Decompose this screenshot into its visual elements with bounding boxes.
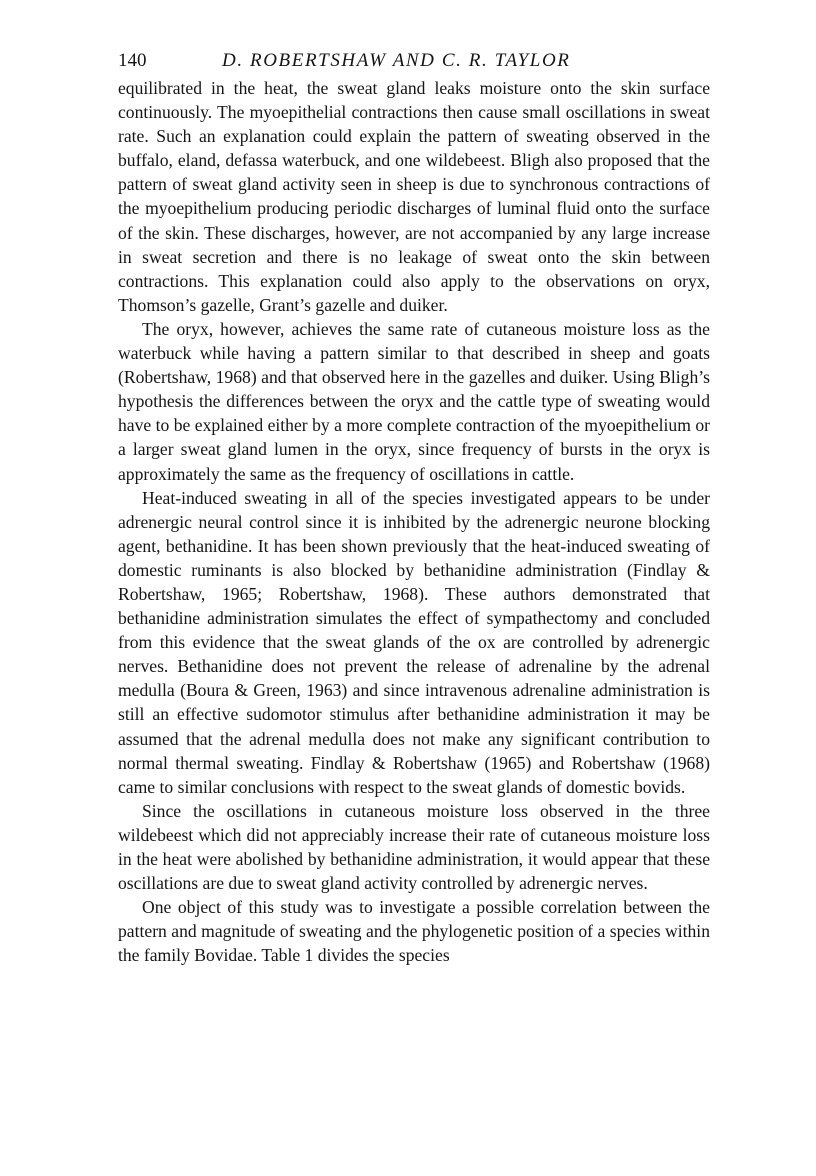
paragraph-phylogeny: One object of this study was to investigate a possible correlation between the pattern and magnitude of sweating and the phylogenetic position of a species within the family Bovidae. Table 1 divides the species	[118, 897, 710, 966]
paragraph-wildebeest: Since the oscillations in cutaneous moisture loss observed in the three wildebeest which did not appreciably increase their rate of cutaneous moisture loss in the heat were abolished by bethanidine administration, it would appear that these oscillations are due to sweat gland activity controlled by adrenergic nerves.	[118, 800, 710, 894]
body-text	[118, 76, 710, 967]
paragraph-oryx: The oryx, however, achieves the same rate of cutaneous moisture loss as the waterbuck while having a pattern similar to that described in sheep and goats (Robertshaw, 1968) and that observed here in the gazelles and duiker. Using Bligh’s hypothesis the differences between the oryx and the cattle type of sweating would have to be explained either by a more complete contraction of the myoepithelium or a larger sweat gland lumen in the oryx, since frequency of bursts in the oryx is approximately the same as the frequency of oscillations in cattle.	[118, 318, 710, 484]
running-header	[118, 46, 710, 76]
page-number: 140	[118, 50, 147, 71]
paragraph-continuation: equilibrated in the heat, the sweat gland leaks moisture onto the skin surface continuously. The myoepithelial contractions then cause small oscillations in sweat rate. Such an explanation could explain the pattern of sweating observed in the buffalo, eland, defassa waterbuck, and one wildebeest. Bligh also proposed that the pattern of sweat gland activity seen in sheep is due to synchronous contractions of the myoepithelium producing periodic discharges of luminal fluid onto the surface of the skin. These discharges, however, are not accompanied by any large increase in sweat secretion and there is no leakage of sweat onto the skin between contractions. This explanation could also apply to the observations on oryx, Thomson’s gazelle, Grant’s gazelle and duiker.	[118, 78, 710, 315]
paragraph-adrenergic-control: Heat-induced sweating in all of the species investigated appears to be under adrenergic neural control since it is inhibited by the adrenergic neurone blocking agent, bethanidine. It has been shown previously that the heat-induced sweating of domestic ruminants is also blocked by bethanidine administration (Findlay & Robertshaw, 1965; Robertshaw, 1968). These authors demonstrated that bethanidine administration simulates the effect of sympathectomy and concluded from this evidence that the sweat glands of the ox are controlled by adrenergic nerves. Bethanidine does not prevent the release of adrenaline by the adrenal medulla (Boura & Green, 1963) and since intravenous adrenaline administration is still an effective sudomotor stimulus after bethanidine administration it may be assumed that the adrenal medulla does not make any significant contribution to normal thermal sweating. Findlay & Robertshaw (1965) and Robertshaw (1968) came to similar conclusions with respect to the sweat glands of domestic bovids.	[118, 487, 710, 797]
paper-page	[118, 46, 710, 967]
running-title: D. ROBERTSHAW AND C. R. TAYLOR	[222, 50, 571, 71]
